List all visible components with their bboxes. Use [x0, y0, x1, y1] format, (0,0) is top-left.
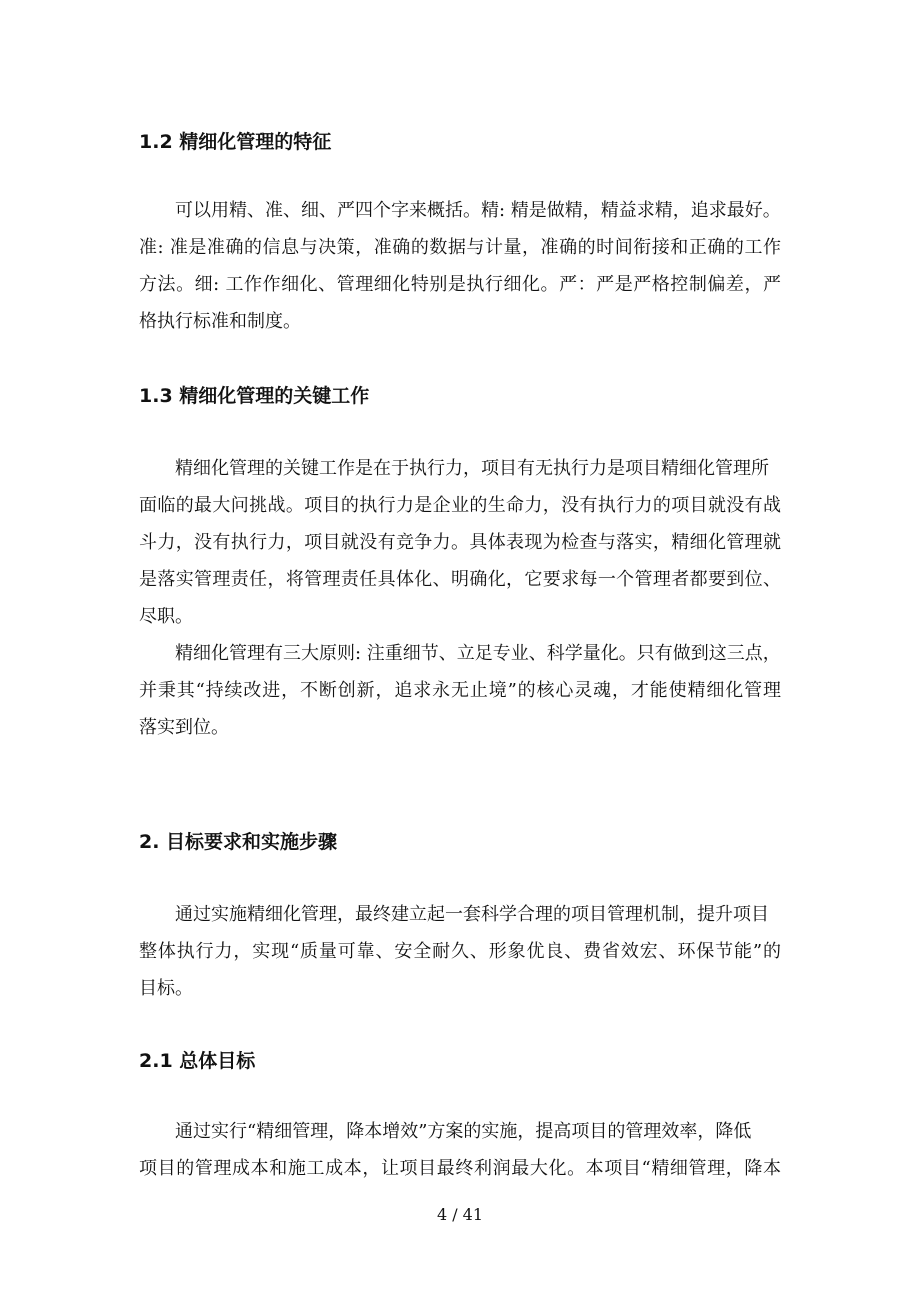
paragraph-line: 精细化管理的关键工作是在于执行力，项目有无执行力是项目精细化管理所: [175, 458, 769, 479]
section-heading-2-1: 2.1 总体目标: [139, 1050, 256, 1072]
paragraph-line: 项目的管理成本和施工成本，让项目最终利润最大化。本项目“精细管理，降本: [139, 1158, 781, 1179]
paragraph-line: 面临的最大问挑战。项目的执行力是企业的生命力，没有执行力的项目就没有战: [139, 495, 781, 516]
paragraph-line: 目标。: [139, 978, 193, 999]
paragraph-line: 整体执行力，实现“质量可靠、安全耐久、形象优良、费省效宏、环保节能”的: [139, 941, 781, 962]
paragraph-line: 格执行标准和制度。: [139, 311, 301, 332]
paragraph-line: 通过实施精细化管理，最终建立起一套科学合理的项目管理机制，提升项目: [175, 904, 769, 925]
page-number: 4 / 41: [436, 1205, 484, 1224]
paragraph-line: 可以用精、准、细、严四个字来概括。精: 精是做精，精益求精，追求最好。: [175, 200, 781, 221]
paragraph-line: 尽职。: [139, 606, 193, 627]
section-heading-1-3: 1.3 精细化管理的关键工作: [139, 385, 370, 407]
section-2-1-paragraph: [139, 1113, 781, 1187]
section-heading-1-2: 1.2 精细化管理的特征: [139, 131, 332, 153]
paragraph-line: 方法。细: 工作作细化、管理细化特别是执行细化。严：严是严格控制偏差，严: [139, 274, 781, 295]
paragraph-line: 斗力，没有执行力，项目就没有竞争力。具体表现为检查与落实，精细化管理就: [139, 532, 781, 553]
paragraph-line: 落实到位。: [139, 717, 229, 738]
section-heading-2: 2. 目标要求和实施步骤: [139, 831, 338, 853]
section-1-3-paragraph-2: [139, 635, 781, 746]
section-2-paragraph: [139, 896, 781, 1007]
paragraph-line: 精细化管理有三大原则: 注重细节、立足专业、科学量化。只有做到这三点，: [175, 643, 781, 664]
paragraph-line: 是落实管理责任，将管理责任具体化、明确化，它要求每一个管理者都要到位、: [139, 569, 781, 590]
section-1-2-paragraph: [139, 192, 781, 340]
section-1-3-paragraph-1: [139, 450, 781, 635]
paragraph-line: 并秉其“持续改进，不断创新，追求永无止境”的核心灵魂，才能使精细化管理: [139, 680, 781, 701]
paragraph-line: 通过实行“精细管理，降本增效”方案的实施，提高项目的管理效率，降低: [175, 1121, 752, 1142]
paragraph-line: 准: 准是准确的信息与决策，准确的数据与计量，准确的时间衔接和正确的工作: [139, 237, 781, 258]
